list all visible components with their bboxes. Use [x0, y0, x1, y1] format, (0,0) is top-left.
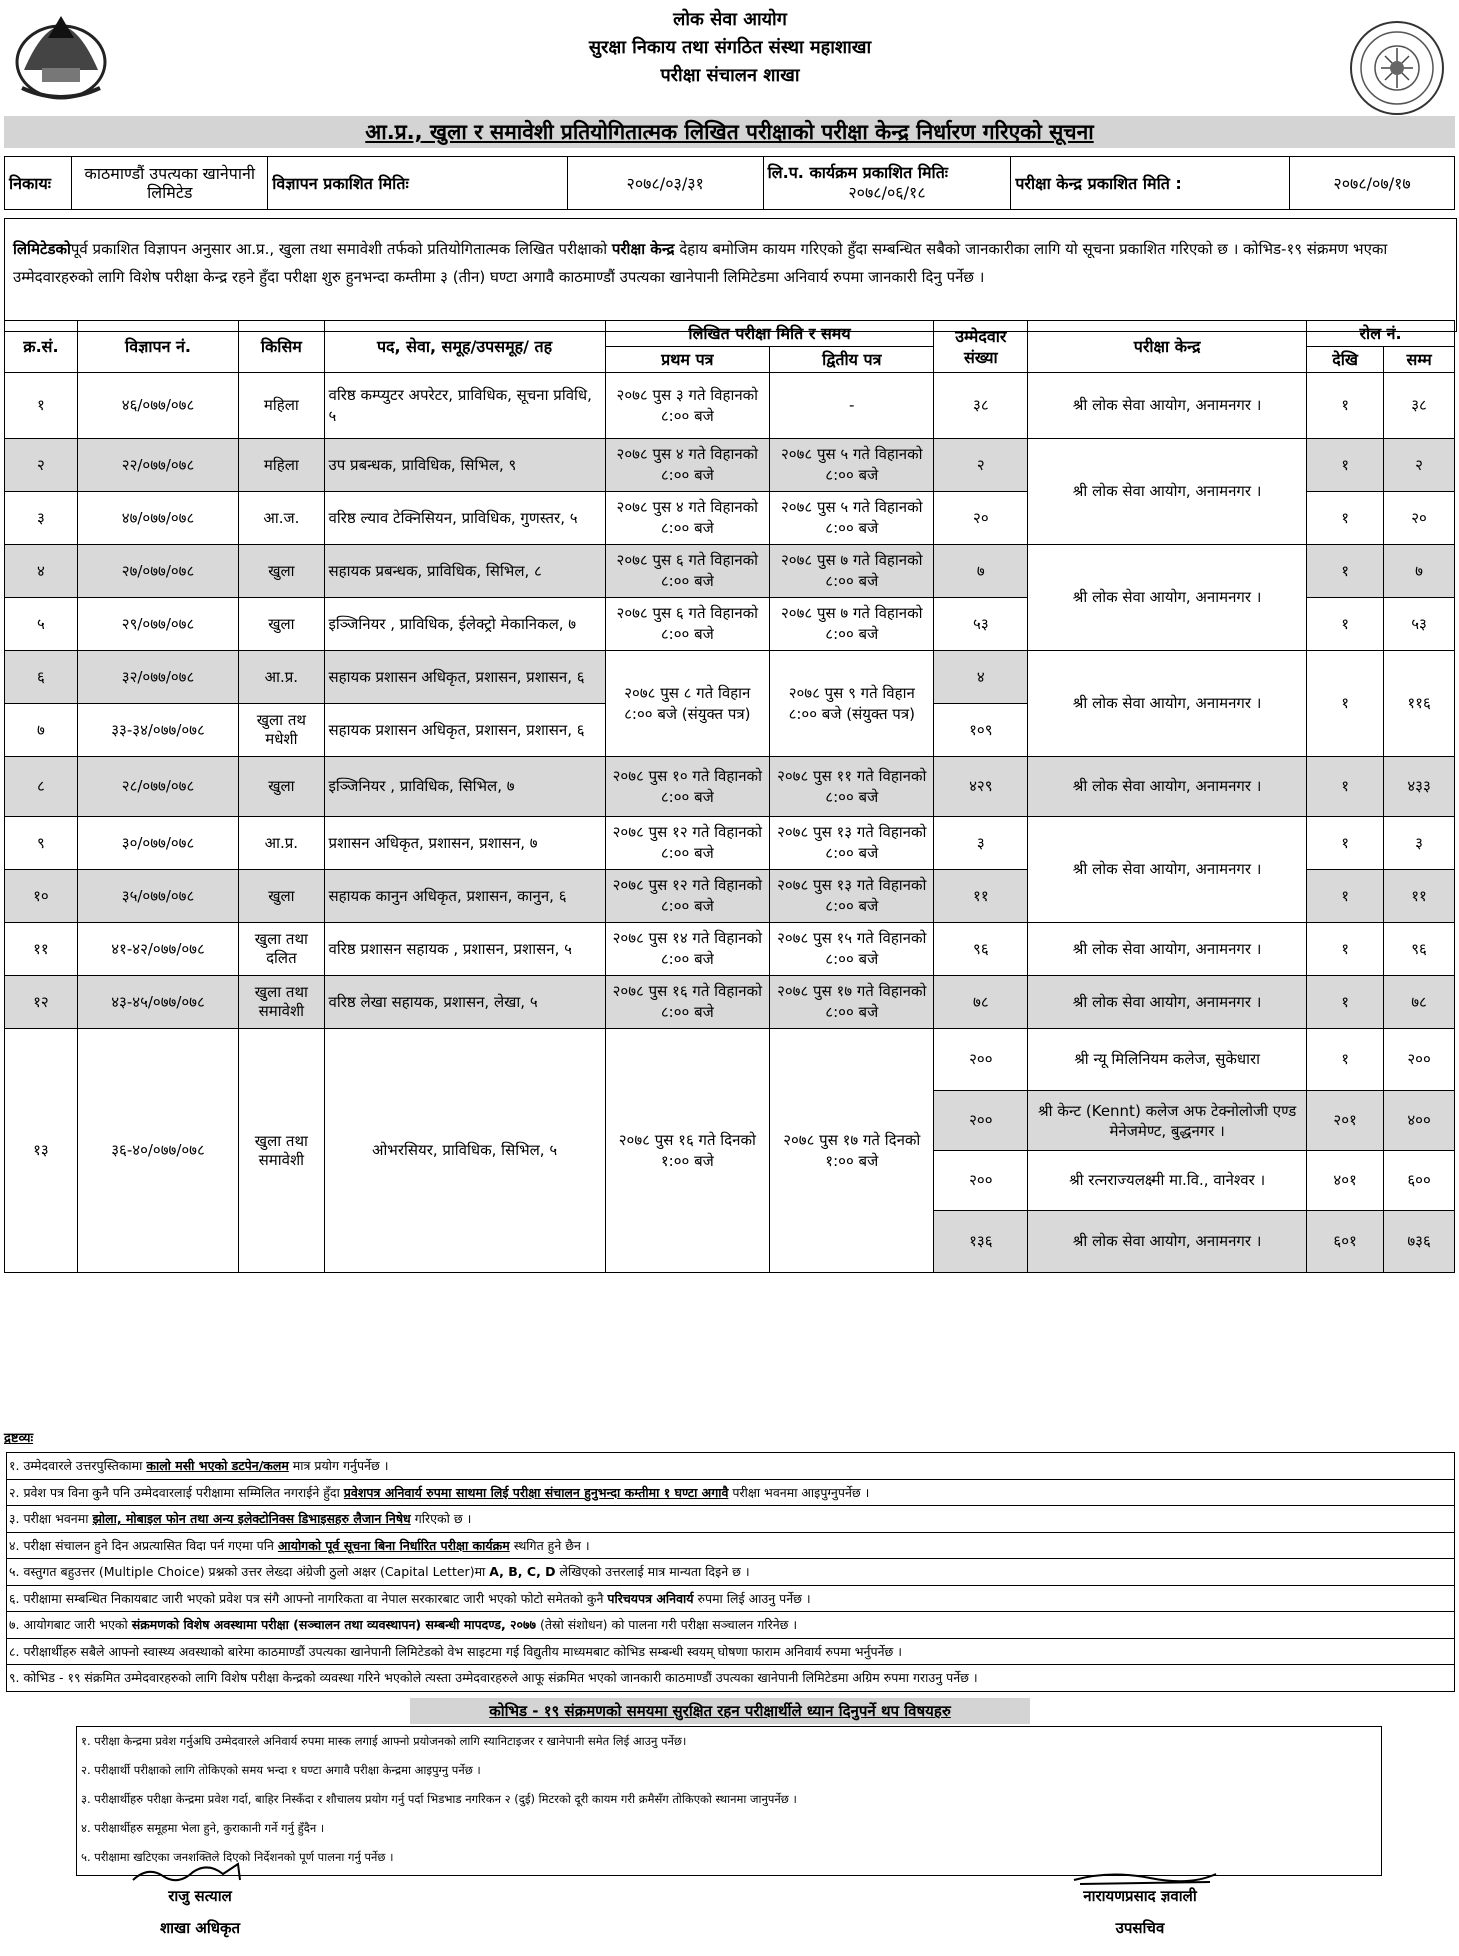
cell-count: ५३ — [934, 598, 1028, 651]
nepal-emblem-logo — [12, 8, 110, 106]
cell-type: महिला — [239, 373, 324, 439]
org-value: काठमाण्डौं उपत्यका खानेपानी लिमिटेड — [72, 157, 268, 210]
cell-count: १०९ — [934, 704, 1028, 757]
cell-type: खुला तथ मधेशी — [239, 704, 324, 757]
intro-paragraph — [4, 218, 1457, 332]
cell-paper1-joint: २०७८ पुस ८ गते विहान ८:०० बजे (संयुक्त पत्र) — [605, 651, 769, 757]
cell-roll-to: ७८ — [1384, 976, 1455, 1029]
cell-paper1: २०७८ पुस १६ गते दिनको १:०० बजे — [605, 1029, 769, 1273]
info-table — [4, 156, 1455, 210]
cell-count: २ — [934, 439, 1028, 492]
cell-center: श्री केन्ट (Kennt) कलेज अफ टेक्नोलोजी एण्ड मेनेजमेण्ट, बुद्धनगर । — [1028, 1091, 1307, 1151]
cell-paper2: २०७८ पुस ७ गते विहानको ८:०० बजे — [770, 545, 934, 598]
org-label: निकायः — [5, 157, 72, 210]
note-text: १. उम्मेदवारले उत्तरपुस्तिकामा — [9, 1458, 147, 1473]
cell-roll-from: १ — [1307, 651, 1384, 757]
note-text: ७. आयोगबाट जारी भएको — [9, 1617, 132, 1632]
note-emphasis: संक्रमणको विशेष अवस्थामा परीक्षा (सञ्चालन तथा व्यवस्थापन) सम्बन्धी मापदण्ड, २०७७ — [131, 1617, 537, 1632]
header-roll-from: देखि — [1307, 347, 1384, 373]
ad-date-label: विज्ञापन प्रकाशित मितिः — [268, 157, 568, 210]
cell-sn: १ — [5, 373, 78, 439]
cell-roll-from: १ — [1307, 373, 1384, 439]
header-paper2: द्वितीय पत्र — [770, 347, 934, 373]
cell-post: वरिष्ठ लेखा सहायक, प्रशासन, लेखा, ५ — [324, 976, 605, 1029]
schedule-date-value: २०७८/०६/१८ — [848, 183, 926, 202]
cell-roll-to: ६०० — [1384, 1151, 1455, 1211]
note-item — [7, 1559, 1454, 1586]
cell-count: २०० — [934, 1029, 1028, 1091]
header-type: किसिम — [239, 321, 324, 373]
header-line-3: परीक्षा संचालन शाखा — [660, 65, 800, 86]
note-text: ६. परीक्षामा सम्बन्धित निकायबाट जारी भएको प्रवेश पत्र संगै आफ्नो नागरिकता वा नेपाल सरकारबाट जारी भएको फोटो समेतको कुनै — [9, 1590, 608, 1606]
note-text: ३. परीक्षा भवनमा — [9, 1511, 93, 1526]
cell-count: ७ — [934, 545, 1028, 598]
cell-adv: २७/०७७/०७८ — [77, 545, 238, 598]
header-count: उम्मेदवार संख्या — [934, 321, 1028, 373]
header-post: पद, सेवा, समूह/उपसमूह/ तह — [324, 321, 605, 373]
cell-sn: ११ — [5, 923, 78, 976]
cell-paper1: २०७८ पुस ३ गते विहानको ८:०० बजे — [605, 373, 769, 439]
cell-post: प्रशासन अधिकृत, प्रशासन, प्रशासन, ७ — [324, 817, 605, 870]
cell-roll-from: १ — [1307, 923, 1384, 976]
schedule-date-cell — [763, 157, 1011, 210]
cell-paper1: २०७८ पुस १० गते विहानको ८:०० बजे — [605, 757, 769, 817]
cell-paper2: २०७८ पुस १७ गते दिनको १:०० बजे — [770, 1029, 934, 1273]
cell-roll-to: ४३३ — [1384, 757, 1455, 817]
cell-count: २० — [934, 492, 1028, 545]
header-roll: रोल नं. — [1307, 321, 1455, 347]
cell-count: २०० — [934, 1091, 1028, 1151]
cell-roll-to: ११ — [1384, 870, 1455, 923]
cell-sn: ५ — [5, 598, 78, 651]
note-text: परीक्षा भवनमा आइपुग्नुपर्नेछ । — [728, 1484, 870, 1500]
cell-post: सहायक प्रशासन अधिकृत, प्रशासन, प्रशासन, ६ — [324, 651, 605, 704]
cell-paper2: २०७८ पुस १३ गते विहानको ८:०० बजे — [770, 817, 934, 870]
cell-count: ९६ — [934, 923, 1028, 976]
cell-sn: ७ — [5, 704, 78, 757]
cell-count: ३ — [934, 817, 1028, 870]
cell-adv: ४३-४५/०७७/०७८ — [77, 976, 238, 1029]
cell-adv: ४७/०७७/०७८ — [77, 492, 238, 545]
cell-type: महिला — [239, 439, 324, 492]
table-row — [5, 976, 1455, 1029]
header-paper1: प्रथम पत्र — [605, 347, 769, 373]
notes-title: द्रष्टव्यः — [4, 1431, 34, 1446]
cell-roll-to: ११६ — [1384, 651, 1455, 757]
cell-sn: ६ — [5, 651, 78, 704]
note-text: ५. वस्तुगत बहुउत्तर (Multiple Choice) प्रश्नको उत्तर लेख्दा अंग्रेजी ठुलो अक्षर (Capital Letter)मा — [9, 1564, 490, 1579]
note-item — [7, 1586, 1454, 1613]
note-emphasis: A, B, C, D — [489, 1564, 556, 1579]
cell-adv: २८/०७७/०७८ — [77, 757, 238, 817]
note-item — [7, 1639, 1454, 1666]
cell-sn: ४ — [5, 545, 78, 598]
cell-post: इञ्जिनियर , प्राविधिक, ईलेक्ट्रो मेकानिकल, ७ — [324, 598, 605, 651]
right-signatory-title: उपसचिव — [1115, 1919, 1165, 1937]
exam-center-table — [4, 320, 1455, 1273]
cell-sn: १० — [5, 870, 78, 923]
cell-sn: ८ — [5, 757, 78, 817]
cell-count: ११ — [934, 870, 1028, 923]
covid-section-title: कोभिड - १९ संक्रमणको समयमा सुरक्षित रहन परीक्षार्थीले ध्यान दिनुपर्ने थप विषयहरु — [410, 1698, 1030, 1724]
cell-center: श्री लोक सेवा आयोग, अनामनगर । — [1028, 439, 1307, 545]
intro-text-1: पूर्व प्रकाशित विज्ञापन अनुसार आ.प्र., खुला तथा समावेशी तर्फको प्रतियोगितात्मक लिखित परीक्षाको — [70, 240, 612, 258]
note-text: ९. कोभिड - १९ संक्रमित उम्मेदवारहरुको लागि विशेष परीक्षा केन्द्रको व्यवस्था गरिने भएकोले त्यस्ता उम्मेदवारहरुले आफू संक्रमित भएको जानकारी काठमाण्डौं उपत्यका खानेपानी लिमिटेडमा अग्रिम रुपमा गराउनु पर्नेछ । — [9, 1670, 978, 1685]
cell-center: श्री लोक सेवा आयोग, अनामनगर । — [1028, 373, 1307, 439]
cell-type: खुला तथा समावेशी — [239, 1029, 324, 1273]
cell-post: सहायक प्रबन्धक, प्राविधिक, सिभिल, ८ — [324, 545, 605, 598]
cell-paper1: २०७८ पुस १६ गते विहानको ८:०० बजे — [605, 976, 769, 1029]
cell-roll-from: १ — [1307, 817, 1384, 870]
note-text: ८. परीक्षार्थीहरु सबैले आफ्नो स्वास्थ्य अवस्थाको बारेमा काठमाण्डौं उपत्यका खानेपानी लिमिटेडको वेभ साइटमा गई विद्युतीय माध्यमबाट कोभिड सम्बन्धी स्वयम् घोषणा फाराम अनिवार्य रुपमा भर्नुपर्नेछ । — [9, 1643, 903, 1659]
center-date-label: परीक्षा केन्द्र प्रकाशित मिति : — [1011, 157, 1290, 210]
cell-roll-from: १ — [1307, 545, 1384, 598]
covid-item: ४. परीक्षार्थीहरु समूहमा भेला हुने, कुराकानी गर्ने गर्नु हुँदैन । — [81, 1821, 325, 1835]
header-line-1: लोक सेवा आयोग — [673, 9, 787, 30]
covid-item: ५. परीक्षामा खटिएका जनशक्तिले दिएको निर्देशनको पूर्ण पालना गर्नु पर्नेछ । — [81, 1850, 394, 1864]
note-item — [7, 1612, 1454, 1639]
table-row — [5, 1029, 1455, 1091]
cell-count: ४२९ — [934, 757, 1028, 817]
cell-roll-from: १ — [1307, 870, 1384, 923]
cell-type: खुला — [239, 757, 324, 817]
table-row — [5, 439, 1455, 492]
cell-type: आ.प्र. — [239, 817, 324, 870]
cell-center: श्री रत्नराज्यलक्ष्मी मा.वि., वानेश्वर । — [1028, 1151, 1307, 1211]
cell-roll-to: ९६ — [1384, 923, 1455, 976]
note-emphasis: झोला, मोबाइल फोन तथा अन्य इलेक्टोनिक्स डिभाइसहरु लैजान निषेध — [92, 1511, 411, 1526]
note-item — [7, 1533, 1454, 1560]
cell-type: खुला — [239, 870, 324, 923]
cell-sn: १२ — [5, 976, 78, 1029]
lok-sewa-aayog-seal — [1347, 18, 1447, 118]
cell-post: ओभरसियर, प्राविधिक, सिभिल, ५ — [324, 1029, 605, 1273]
cell-paper1: २०७८ पुस ६ गते विहानको ८:०० बजे — [605, 598, 769, 651]
left-signatory — [120, 1880, 280, 1944]
notes-list — [6, 1452, 1455, 1692]
cell-adv: ३३-३४/०७७/०७८ — [77, 704, 238, 757]
left-signatory-name: राजु सत्याल — [168, 1887, 232, 1905]
covid-item: १. परीक्षा केन्द्रमा प्रवेश गर्नुअघि उम्मेदवारले अनिवार्य रुपमा मास्क लगाई आफ्नो प्रयोजनको लागि स्यानिटाइजर र खानेपानी समेत लिई आउनु पर्नेछ। — [81, 1734, 687, 1748]
cell-roll-to: ४०० — [1384, 1091, 1455, 1151]
note-item — [7, 1506, 1454, 1533]
cell-sn: १३ — [5, 1029, 78, 1273]
cell-roll-from: १ — [1307, 976, 1384, 1029]
note-emphasis: आयोगको पूर्व सूचना बिना निर्धारित परीक्षा कार्यक्रम — [277, 1537, 510, 1553]
cell-adv: ३५/०७७/०७८ — [77, 870, 238, 923]
cell-type: आ.प्र. — [239, 651, 324, 704]
note-item — [7, 1453, 1454, 1480]
center-date-value: २०७८/०७/१७ — [1290, 157, 1455, 210]
cell-adv: ३६-४०/०७७/०७८ — [77, 1029, 238, 1273]
cell-count: ७८ — [934, 976, 1028, 1029]
cell-center: श्री न्यू मिलिनियम कलेज, सुकेधारा — [1028, 1029, 1307, 1091]
left-signatory-title: शाखा अधिकृत — [159, 1919, 241, 1937]
cell-paper2: २०७८ पुस ५ गते विहानको ८:०० बजे — [770, 439, 934, 492]
cell-roll-from: ६०१ — [1307, 1211, 1384, 1273]
notice-title: आ.प्र., खुला र समावेशी प्रतियोगितात्मक लिखित परीक्षाको परीक्षा केन्द्र निर्धारण गरिएको सूचना — [365, 120, 1094, 144]
cell-type: खुला तथा दलित — [239, 923, 324, 976]
header-sn: क्र.सं. — [5, 321, 78, 373]
table-row — [5, 545, 1455, 598]
cell-post: वरिष्ठ ल्याव टेक्निसियन, प्राविधिक, गुणस्तर, ५ — [324, 492, 605, 545]
note-text: मात्र प्रयोग गर्नुपर्नेछ । — [288, 1458, 389, 1473]
intro-bold-start: लिमिटेडको — [13, 240, 71, 258]
cell-center: श्री लोक सेवा आयोग, अनामनगर । — [1028, 651, 1307, 757]
note-text: ४. परीक्षा संचालन हुने दिन अप्रत्यासित विदा पर्न गएमा पनि — [9, 1537, 278, 1553]
cell-roll-to: २०० — [1384, 1029, 1455, 1091]
cell-roll-to: ३ — [1384, 817, 1455, 870]
table-row — [5, 651, 1455, 704]
cell-center: श्री लोक सेवा आयोग, अनामनगर । — [1028, 976, 1307, 1029]
header-exam: लिखित परीक्षा मिति र समय — [605, 321, 934, 347]
cell-center: श्री लोक सेवा आयोग, अनामनगर । — [1028, 923, 1307, 976]
cell-paper2: - — [770, 373, 934, 439]
table-row — [5, 373, 1455, 439]
cell-center: श्री लोक सेवा आयोग, अनामनगर । — [1028, 757, 1307, 817]
cell-count: ४ — [934, 651, 1028, 704]
notice-title-bar — [4, 116, 1455, 148]
cell-paper1: २०७८ पुस ४ गते विहानको ८:०० बजे — [605, 439, 769, 492]
cell-center: श्री लोक सेवा आयोग, अनामनगर । — [1028, 1211, 1307, 1273]
cell-adv: २२/०७७/०७८ — [77, 439, 238, 492]
page-header — [400, 6, 1060, 90]
cell-roll-to: ७३६ — [1384, 1211, 1455, 1273]
cell-paper2-joint: २०७८ पुस ९ गते विहान ८:०० बजे (संयुक्त पत्र) — [770, 651, 934, 757]
cell-paper1: २०७८ पुस १४ गते विहानको ८:०० बजे — [605, 923, 769, 976]
cell-roll-from: १ — [1307, 492, 1384, 545]
cell-adv: ३२/०७७/०७८ — [77, 651, 238, 704]
note-text: २. प्रवेश पत्र विना कुनै पनि उम्मेदवारलाई परीक्षामा सम्मिलित नगराईने हुँदा — [9, 1484, 344, 1500]
cell-center: श्री लोक सेवा आयोग, अनामनगर । — [1028, 545, 1307, 651]
header-roll-to: सम्म — [1384, 347, 1455, 373]
cell-sn: ९ — [5, 817, 78, 870]
cell-center: श्री लोक सेवा आयोग, अनामनगर । — [1028, 817, 1307, 923]
cell-adv: ३०/०७७/०७८ — [77, 817, 238, 870]
covid-instructions — [76, 1726, 1382, 1876]
cell-post: वरिष्ठ कम्प्युटर अपरेटर, प्राविधिक, सूचना प्रविधि, ५ — [324, 373, 605, 439]
intro-bold-mid: परीक्षा केन्द्र — [611, 240, 675, 258]
cell-count: १३६ — [934, 1211, 1028, 1273]
note-item — [7, 1480, 1454, 1507]
covid-item: ३. परीक्षार्थीहरु परीक्षा केन्द्रमा प्रवेश गर्दा, बाहिर निस्कँदा र शौचालय प्रयोग गर्नु पर्दा भिडभाड नगरिकन २ (दुई) मिटरको दूरी कायम गरी क्रमैसँग तोकिएको स्थानमा जानुपर्नेछ । — [81, 1792, 797, 1806]
cell-sn: ३ — [5, 492, 78, 545]
cell-paper2: २०७८ पुस १७ गते विहानको ८:०० बजे — [770, 976, 934, 1029]
cell-roll-from: १ — [1307, 439, 1384, 492]
note-text: लेखिएको उत्तरलाई मात्र मान्यता दिइने छ । — [555, 1564, 750, 1579]
cell-type: आ.ज. — [239, 492, 324, 545]
ad-date-value: २०७८/०३/३१ — [567, 157, 763, 210]
cell-paper2: २०७८ पुस ५ गते विहानको ८:०० बजे — [770, 492, 934, 545]
cell-paper1: २०७८ पुस ४ गते विहानको ८:०० बजे — [605, 492, 769, 545]
note-emphasis: परिचयपत्र अनिवार्य — [607, 1590, 694, 1606]
cell-post: वरिष्ठ प्रशासन सहायक , प्रशासन, प्रशासन, ५ — [324, 923, 605, 976]
cell-roll-from: २०१ — [1307, 1091, 1384, 1151]
cell-roll-to: ७ — [1384, 545, 1455, 598]
note-text: (तेस्रो संशोधन) को पालना गरी परीक्षा सञ्चालन गरिनेछ । — [536, 1617, 798, 1632]
cell-roll-to: ३८ — [1384, 373, 1455, 439]
cell-count: ३८ — [934, 373, 1028, 439]
cell-paper1: २०७८ पुस ६ गते विहानको ८:०० बजे — [605, 545, 769, 598]
cell-adv: २९/०७७/०७८ — [77, 598, 238, 651]
intro-text-2: देहाय बमोजिम कायम गरिएको हुँदा सम्बन्धित सबैको जानकारीका लागि यो सूचना प्रकाशित गरिएको छ । कोभिड-१९ संक्रमण भएका उम्मेदवारहरुको लागि विशेष परीक्षा केन्द्र रहने हुँदा परीक्षा शुरु हुनभन्दा कम्तीमा ३ (तीन) घण्टा अगावै काठमाण्डौं उपत्यका खानेपानी लिमिटेडमा अनिवार्य रुपमा जानकारी दिनु पर्नेछ । — [13, 240, 1388, 286]
cell-post: सहायक प्रशासन अधिकृत, प्रशासन, प्रशासन, ६ — [324, 704, 605, 757]
cell-roll-from: १ — [1307, 1029, 1384, 1091]
cell-type: खुला — [239, 598, 324, 651]
cell-type: खुला — [239, 545, 324, 598]
cell-roll-to: ५३ — [1384, 598, 1455, 651]
table-row — [5, 757, 1455, 817]
cell-adv: ४१-४२/०७७/०७८ — [77, 923, 238, 976]
note-text: गरिएको छ । — [410, 1511, 472, 1526]
cell-roll-from: १ — [1307, 757, 1384, 817]
cell-sn: २ — [5, 439, 78, 492]
note-item — [7, 1665, 1454, 1691]
cell-roll-to: २० — [1384, 492, 1455, 545]
note-text: स्थगित हुने छैन । — [509, 1537, 590, 1553]
cell-adv: ४६/०७७/०७८ — [77, 373, 238, 439]
header-center: परीक्षा केन्द्र — [1028, 321, 1307, 373]
cell-post: सहायक कानुन अधिकृत, प्रशासन, कानुन, ६ — [324, 870, 605, 923]
header-line-2: सुरक्षा निकाय तथा संगठित संस्था महाशाखा — [588, 37, 872, 58]
table-row — [5, 817, 1455, 870]
cell-paper2: २०७८ पुस ११ गते विहानको ८:०० बजे — [770, 757, 934, 817]
schedule-date-label: लि.प. कार्यक्रम प्रकाशित मितिः — [767, 163, 949, 182]
cell-roll-from: १ — [1307, 598, 1384, 651]
header-adv: विज्ञापन नं. — [77, 321, 238, 373]
cell-roll-to: २ — [1384, 439, 1455, 492]
cell-count: २०० — [934, 1151, 1028, 1211]
cell-type: खुला तथा समावेशी — [239, 976, 324, 1029]
note-text: रुपमा लिई आउनु पर्नेछ । — [693, 1590, 811, 1606]
note-emphasis: कालो मसी भएको डटपेन/कलम — [146, 1458, 289, 1473]
right-signatory — [1030, 1880, 1250, 1944]
note-emphasis: प्रवेशपत्र अनिवार्य रुपमा साथमा लिई परीक्षा संचालन हुनुभन्दा कम्तीमा १ घण्टा अगावै — [343, 1484, 729, 1500]
cell-paper2: २०७८ पुस ७ गते विहानको ८:०० बजे — [770, 598, 934, 651]
cell-paper1: २०७८ पुस १२ गते विहानको ८:०० बजे — [605, 870, 769, 923]
covid-item: २. परीक्षार्थी परीक्षाको लागि तोकिएको समय भन्दा १ घण्टा अगावै परीक्षा केन्द्रमा आइपुग्नु पर्नेछ । — [81, 1763, 481, 1777]
cell-roll-from: ४०१ — [1307, 1151, 1384, 1211]
cell-paper1: २०७८ पुस १२ गते विहानको ८:०० बजे — [605, 817, 769, 870]
cell-paper2: २०७८ पुस १५ गते विहानको ८:०० बजे — [770, 923, 934, 976]
right-signatory-name: नारायणप्रसाद ज्ञवाली — [1083, 1887, 1197, 1905]
cell-post: उप प्रबन्धक, प्राविधिक, सिभिल, ९ — [324, 439, 605, 492]
table-row — [5, 923, 1455, 976]
cell-paper2: २०७८ पुस १३ गते विहानको ८:०० बजे — [770, 870, 934, 923]
cell-post: इञ्जिनियर , प्राविधिक, सिभिल, ७ — [324, 757, 605, 817]
